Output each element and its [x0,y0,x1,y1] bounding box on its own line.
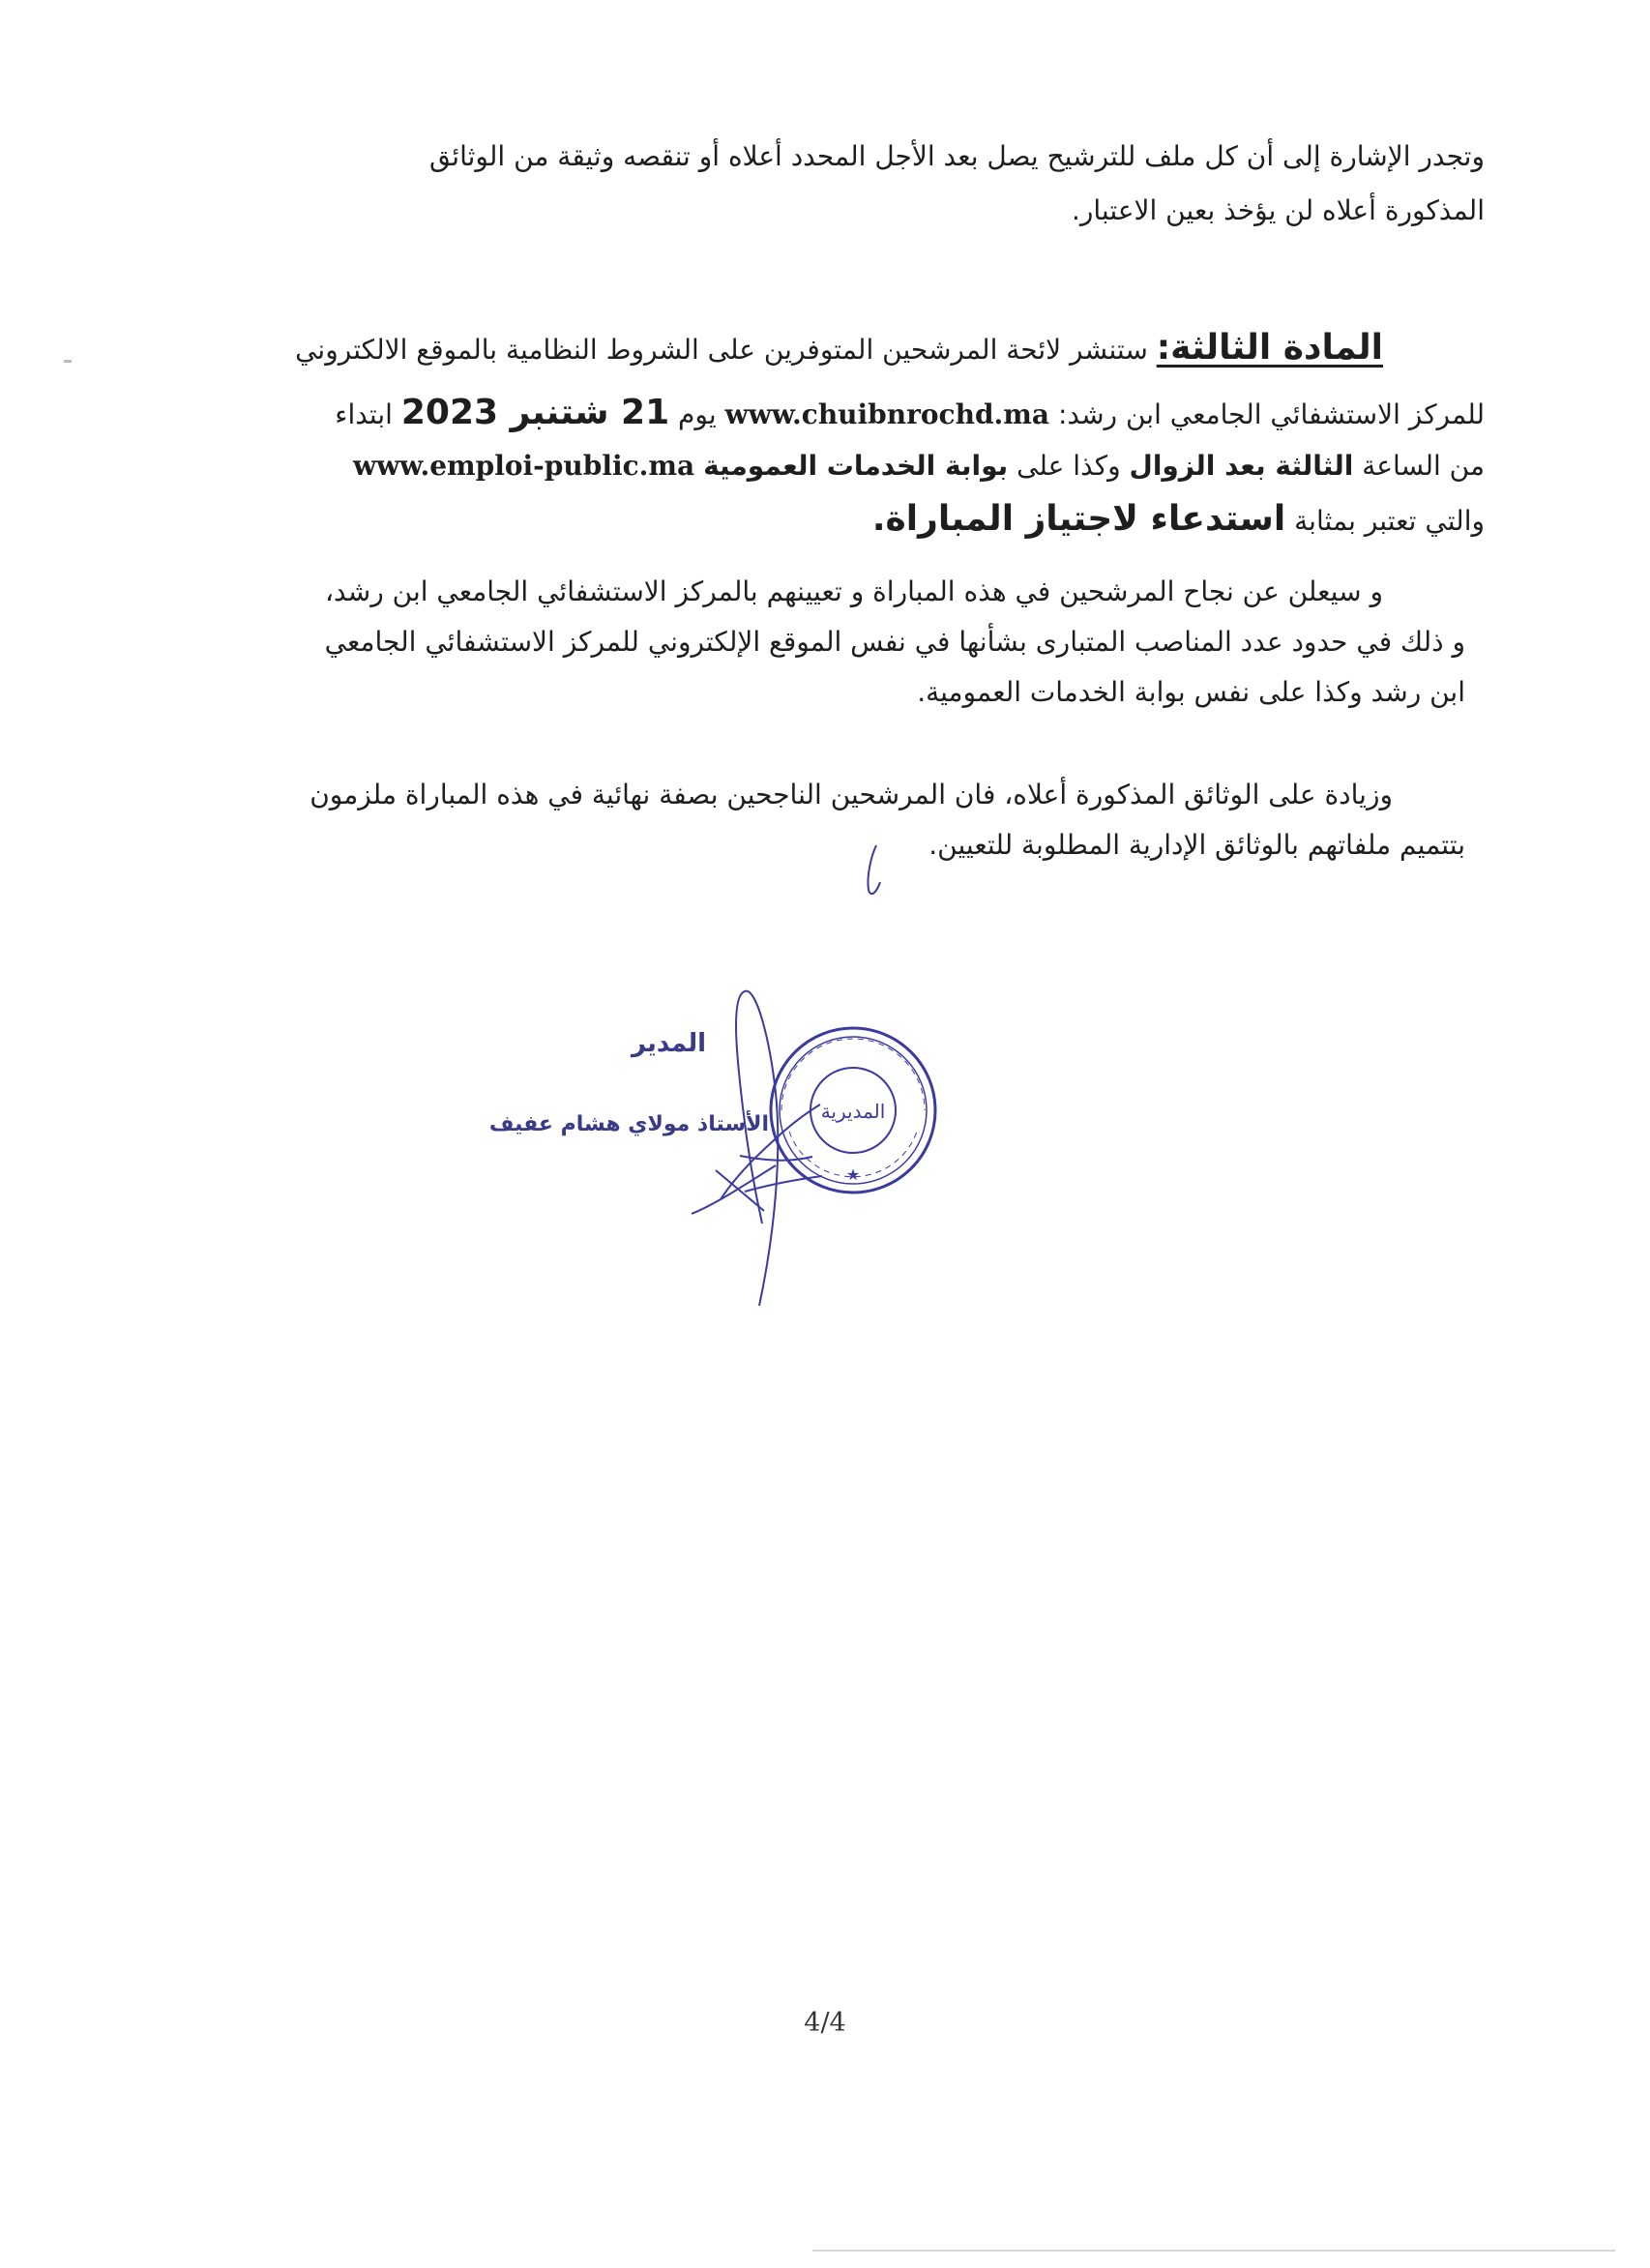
paragraph2-line1: و سيعلن عن نجاح المرشحين في هذه المباراة و تعيينهم بالمركز الاستشفائي الجامعي ابن رشد، [325,575,1383,607]
director-name: الأستاذ مولاي هشام عفيف [488,1112,769,1136]
paragraph2-line3: ابن رشد وكذا على نفس بوابة الخدمات العمومية. [917,676,1465,708]
article3-line4-text: والتي تعتبر بمثابة [1294,505,1485,537]
footer-rule [812,2250,1615,2252]
page-number: 4/4 [804,2008,846,2038]
article3-line4 [222,498,1485,543]
paragraph1-line1: وتجدر الإشارة إلى أن كل ملف للترشيح يصل بعد الأجل المحدد أعلاه أو تنقصه وثيقة من الوثائق [428,140,1485,172]
announcement-date: 21 شتنبر 2023 [400,393,670,432]
article3-line3 [222,445,1485,487]
article3-line2 [222,392,1485,436]
website-emploi-public: www.emploi-public.ma [352,450,695,482]
stamp-center-label: المديرية [820,1100,886,1123]
director-title: المدير [631,1029,706,1058]
scan-speck [64,360,72,363]
article3-line2-text: للمركز الاستشفائي الجامعي ابن رشد: [1057,398,1485,430]
paraph-mark-icon [857,843,886,901]
article3-line1 [203,327,1383,371]
article3-heading: المادة الثالثة: [1156,328,1383,368]
exam-convocation: استدعاء لاجتياز المباراة. [871,499,1286,539]
paragraph3-line1: وزيادة على الوثائق المذكورة أعلاه، فان المرشحين الناجحين بصفة نهائية في هذه المباراة ملزمون [309,779,1393,810]
day-word: يوم [678,398,717,430]
and-on-word: وكذا على [1017,450,1121,482]
paragraph3-line2: بتتميم ملفاتهم بالوثائق الإدارية المطلوبة للتعيين. [928,829,1465,861]
website-chuibnrochd: www.chuibnrochd.ma [724,398,1050,430]
signature-block [488,987,977,1354]
start-word: ابتداء [335,398,393,430]
stamp-star-icon: ★ [845,1165,861,1184]
handwritten-signature-icon [692,991,822,1306]
paragraph2-line2: و ذلك في حدود عدد المناصب المتبارى بشأنها في نفس الموقع الإلكتروني للمركز الاستشفائي الجامعي [324,626,1465,658]
announcement-time: الثالثة بعد الزوال [1129,450,1354,482]
article3-line3-start: من الساعة [1362,450,1485,482]
public-services-portal: بوابة الخدمات العمومية [703,450,1009,482]
article3-line1-text: ستنشر لائحة المرشحين المتوفرين على الشروط النظامية بالموقع الالكتروني [295,334,1148,366]
paragraph1-line2: المذكورة أعلاه لن يؤخذ بعين الاعتبار. [1071,194,1485,226]
stamp-and-signature-graphic [522,987,977,1354]
